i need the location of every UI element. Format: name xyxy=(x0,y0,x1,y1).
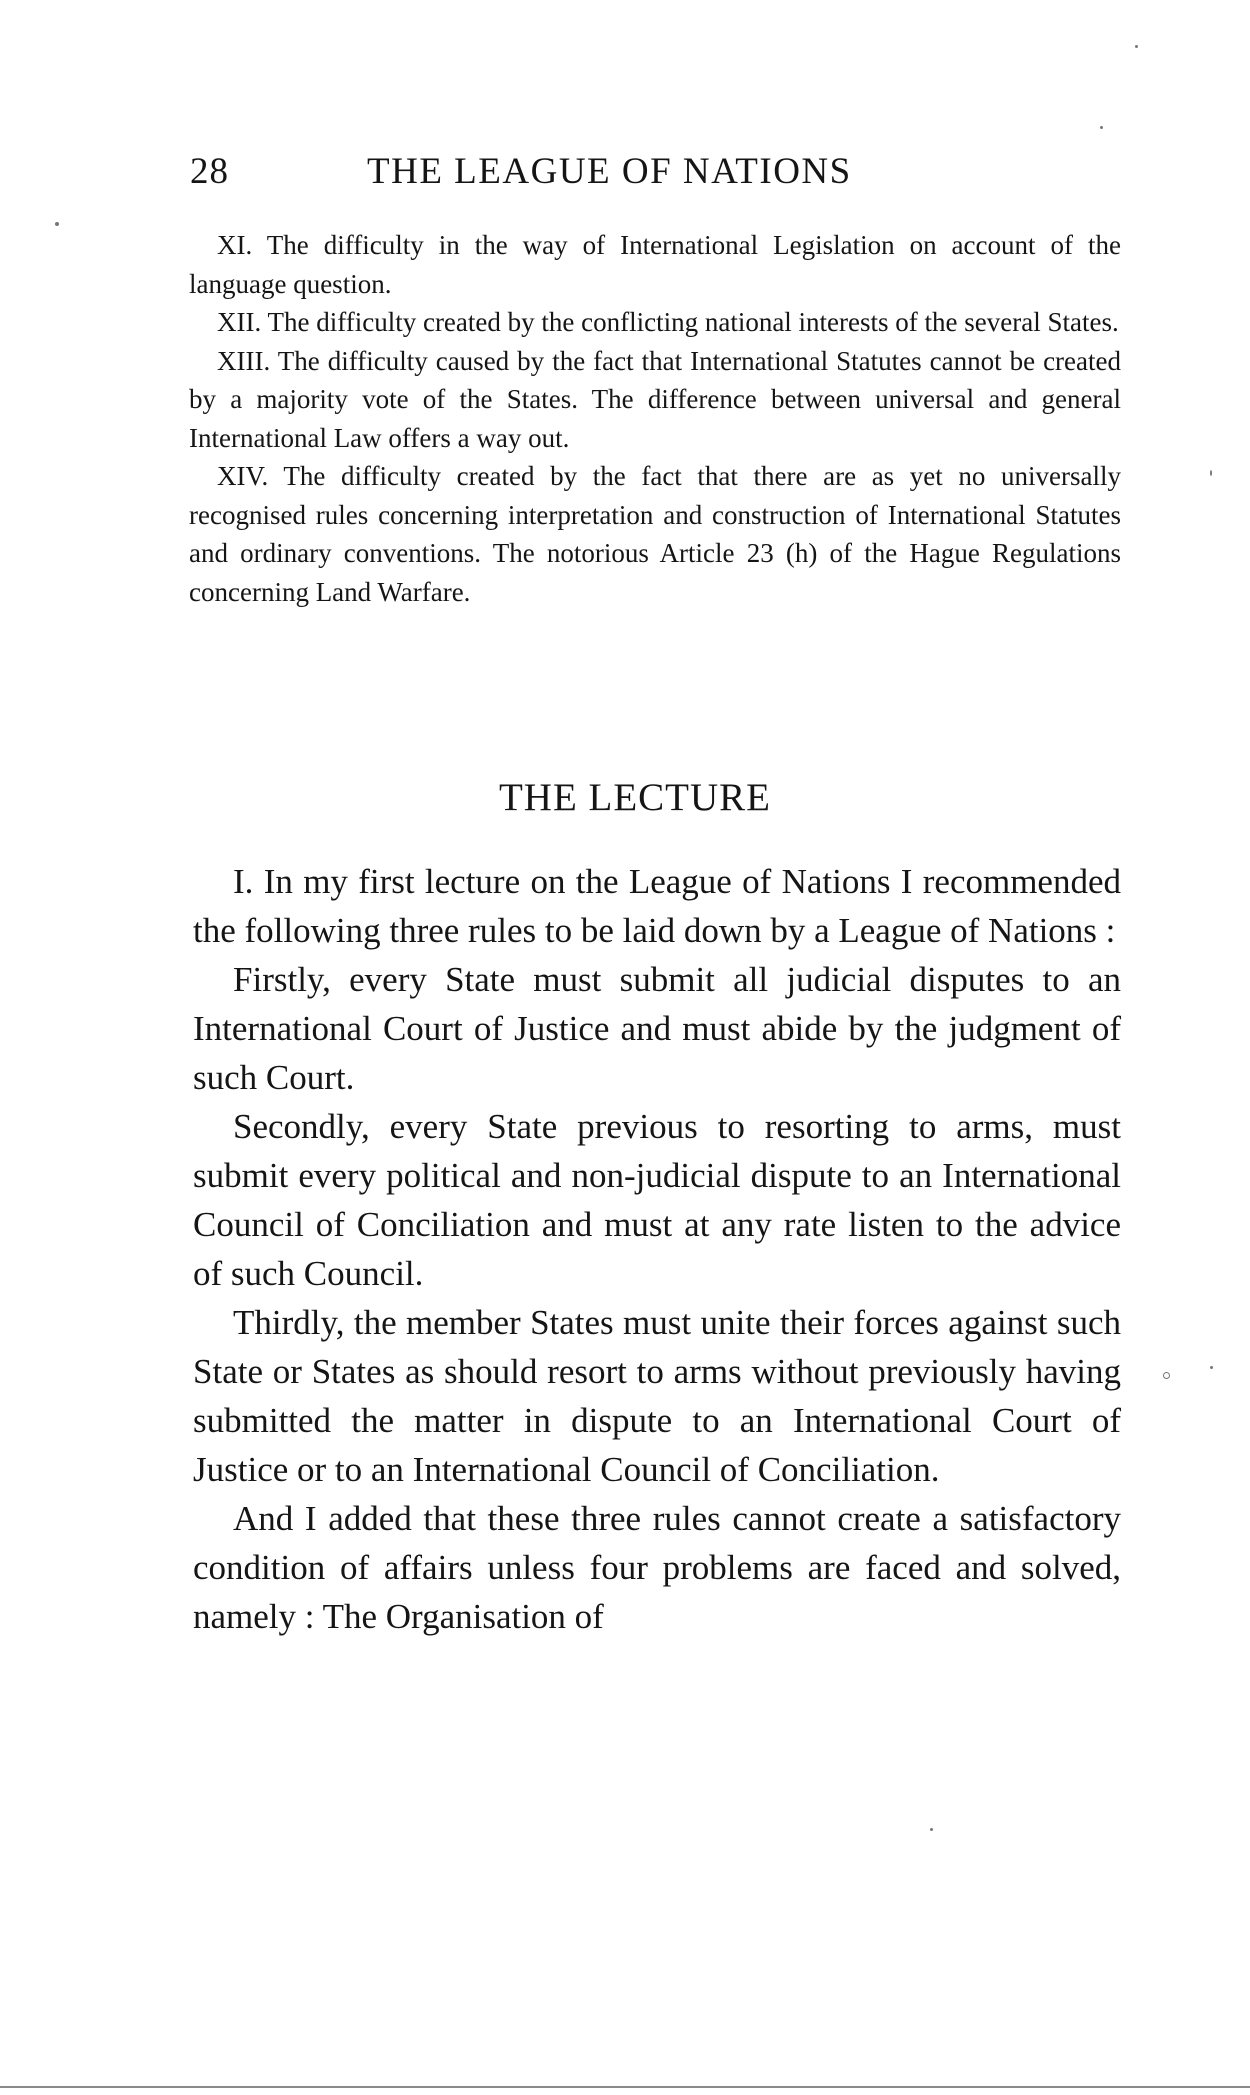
scan-speck xyxy=(1135,45,1138,48)
scan-speck xyxy=(55,222,59,226)
lecture-paragraph: Firstly, every State must submit all judicial disputes to an International Court of Justice and must abide by the judgment of such Court. xyxy=(193,960,1121,1097)
summary-item: XII. The difficulty created by the conflicting national interests of the several States. xyxy=(217,307,1119,337)
summary-item: XI. The difficulty in the way of International Legislation on account of the language question. xyxy=(189,230,1121,299)
section-heading: THE LECTURE xyxy=(498,776,772,819)
scan-speck xyxy=(930,1828,933,1831)
lecture-body xyxy=(193,857,1121,1641)
page-number: 28 xyxy=(190,151,229,192)
page-header xyxy=(190,150,1120,200)
page-edge xyxy=(0,2086,1250,2088)
lecture-paragraph: Secondly, every State previous to resorting to arms, must submit every political and non-judicial dispute to an International Council of Conciliation and must at any rate listen to the advice of such Council. xyxy=(193,1107,1121,1293)
scan-speck xyxy=(1100,126,1103,129)
scan-speck xyxy=(1163,1372,1170,1379)
scan-speck xyxy=(1210,1366,1213,1369)
scan-speck xyxy=(1210,470,1212,476)
chapter-summary xyxy=(189,226,1121,611)
lecture-paragraph: I. In my first lecture on the League of Nations I recommended the following three rules to be laid down by a League of Nations : xyxy=(193,862,1121,950)
summary-item: XIII. The difficulty caused by the fact that International Statutes cannot be created by a majority vote of the States. The difference between universal and general International Law offers a way out. xyxy=(189,345,1121,453)
lecture-paragraph: Thirdly, the member States must unite their forces against such State or States as should resort to arms without previously having submitted the matter in dispute to an International Court of Justice or to an International Council of Conciliation. xyxy=(193,1303,1121,1489)
summary-item: XIV. The difficulty created by the fact that there are as yet no universally recognised rules concerning interpretation and construction of International Statutes and ordinary conventions. The notorious Article 23 (h) of the Hague Regulations concerning Land Warfare. xyxy=(189,461,1121,607)
lecture-paragraph: And I added that these three rules cannot create a satisfactory condition of affairs unless four problems are faced and solved, namely : The Organisation of xyxy=(193,1499,1121,1636)
running-title: THE LEAGUE OF NATIONS xyxy=(367,151,852,192)
